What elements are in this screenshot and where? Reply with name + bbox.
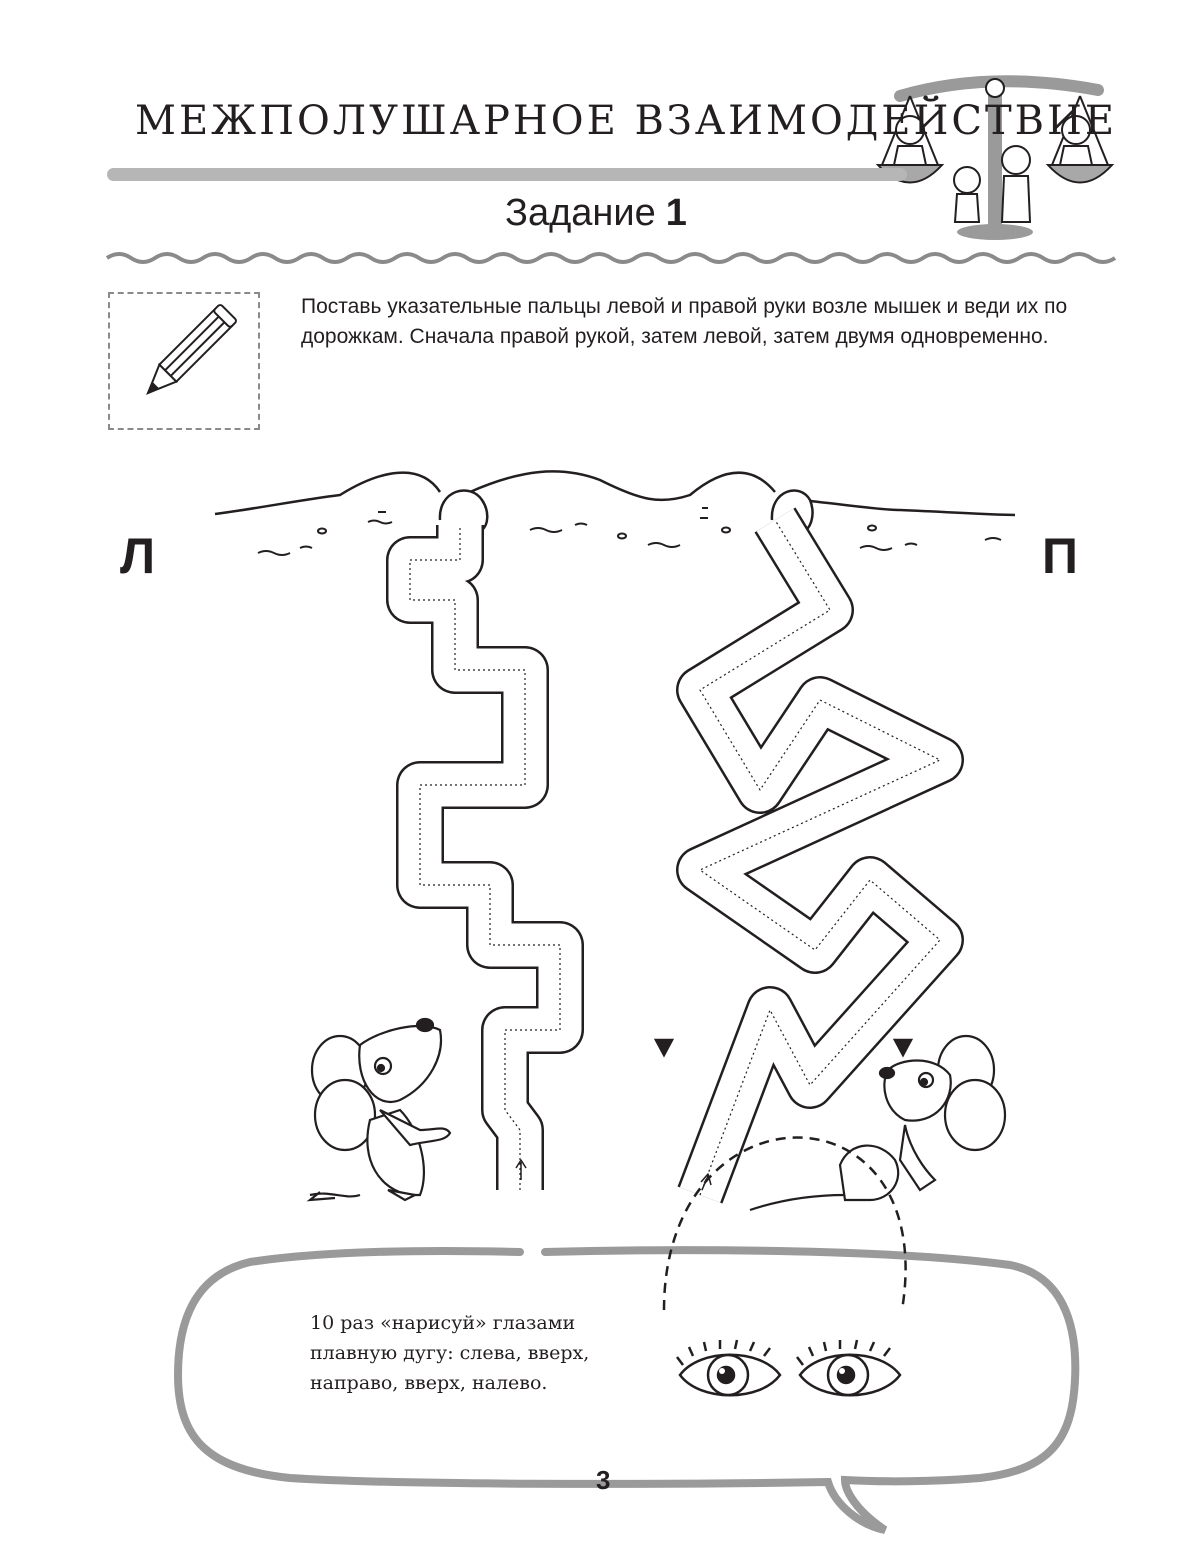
- left-label: Л: [120, 528, 156, 584]
- task-label: Задание: [505, 192, 656, 234]
- page-number: 3: [596, 1465, 611, 1495]
- task-heading: [505, 192, 687, 235]
- left-maze-path: [410, 525, 560, 1190]
- ground-line: [215, 471, 1015, 515]
- instruction-text: Поставь указательные пальцы левой и правой руки возле мышек и веди их по дорожкам. Сначала правой рукой, затем левой, затем двумя одновременно.: [301, 295, 1068, 348]
- eyes-icon: [677, 1340, 900, 1395]
- mouse-illustration-left: [310, 1019, 450, 1200]
- mouse-holes: [440, 490, 813, 530]
- task-number: 1: [665, 192, 687, 234]
- wavy-divider: [107, 254, 1115, 262]
- eye-exercise-text: 10 раз «нарисуй» глазами плавную дугу: слева, вверх, направо, вверх, налево.: [310, 1312, 590, 1394]
- title-underline-bar: [107, 168, 907, 181]
- pencil-icon-frame: [108, 292, 260, 430]
- page-title: МЕЖПОЛУШАРНОЕ ВЗАИМОДЕЙСТВИЕ: [135, 98, 1118, 144]
- ground-marks: [258, 508, 1001, 555]
- right-label: П: [1042, 528, 1078, 584]
